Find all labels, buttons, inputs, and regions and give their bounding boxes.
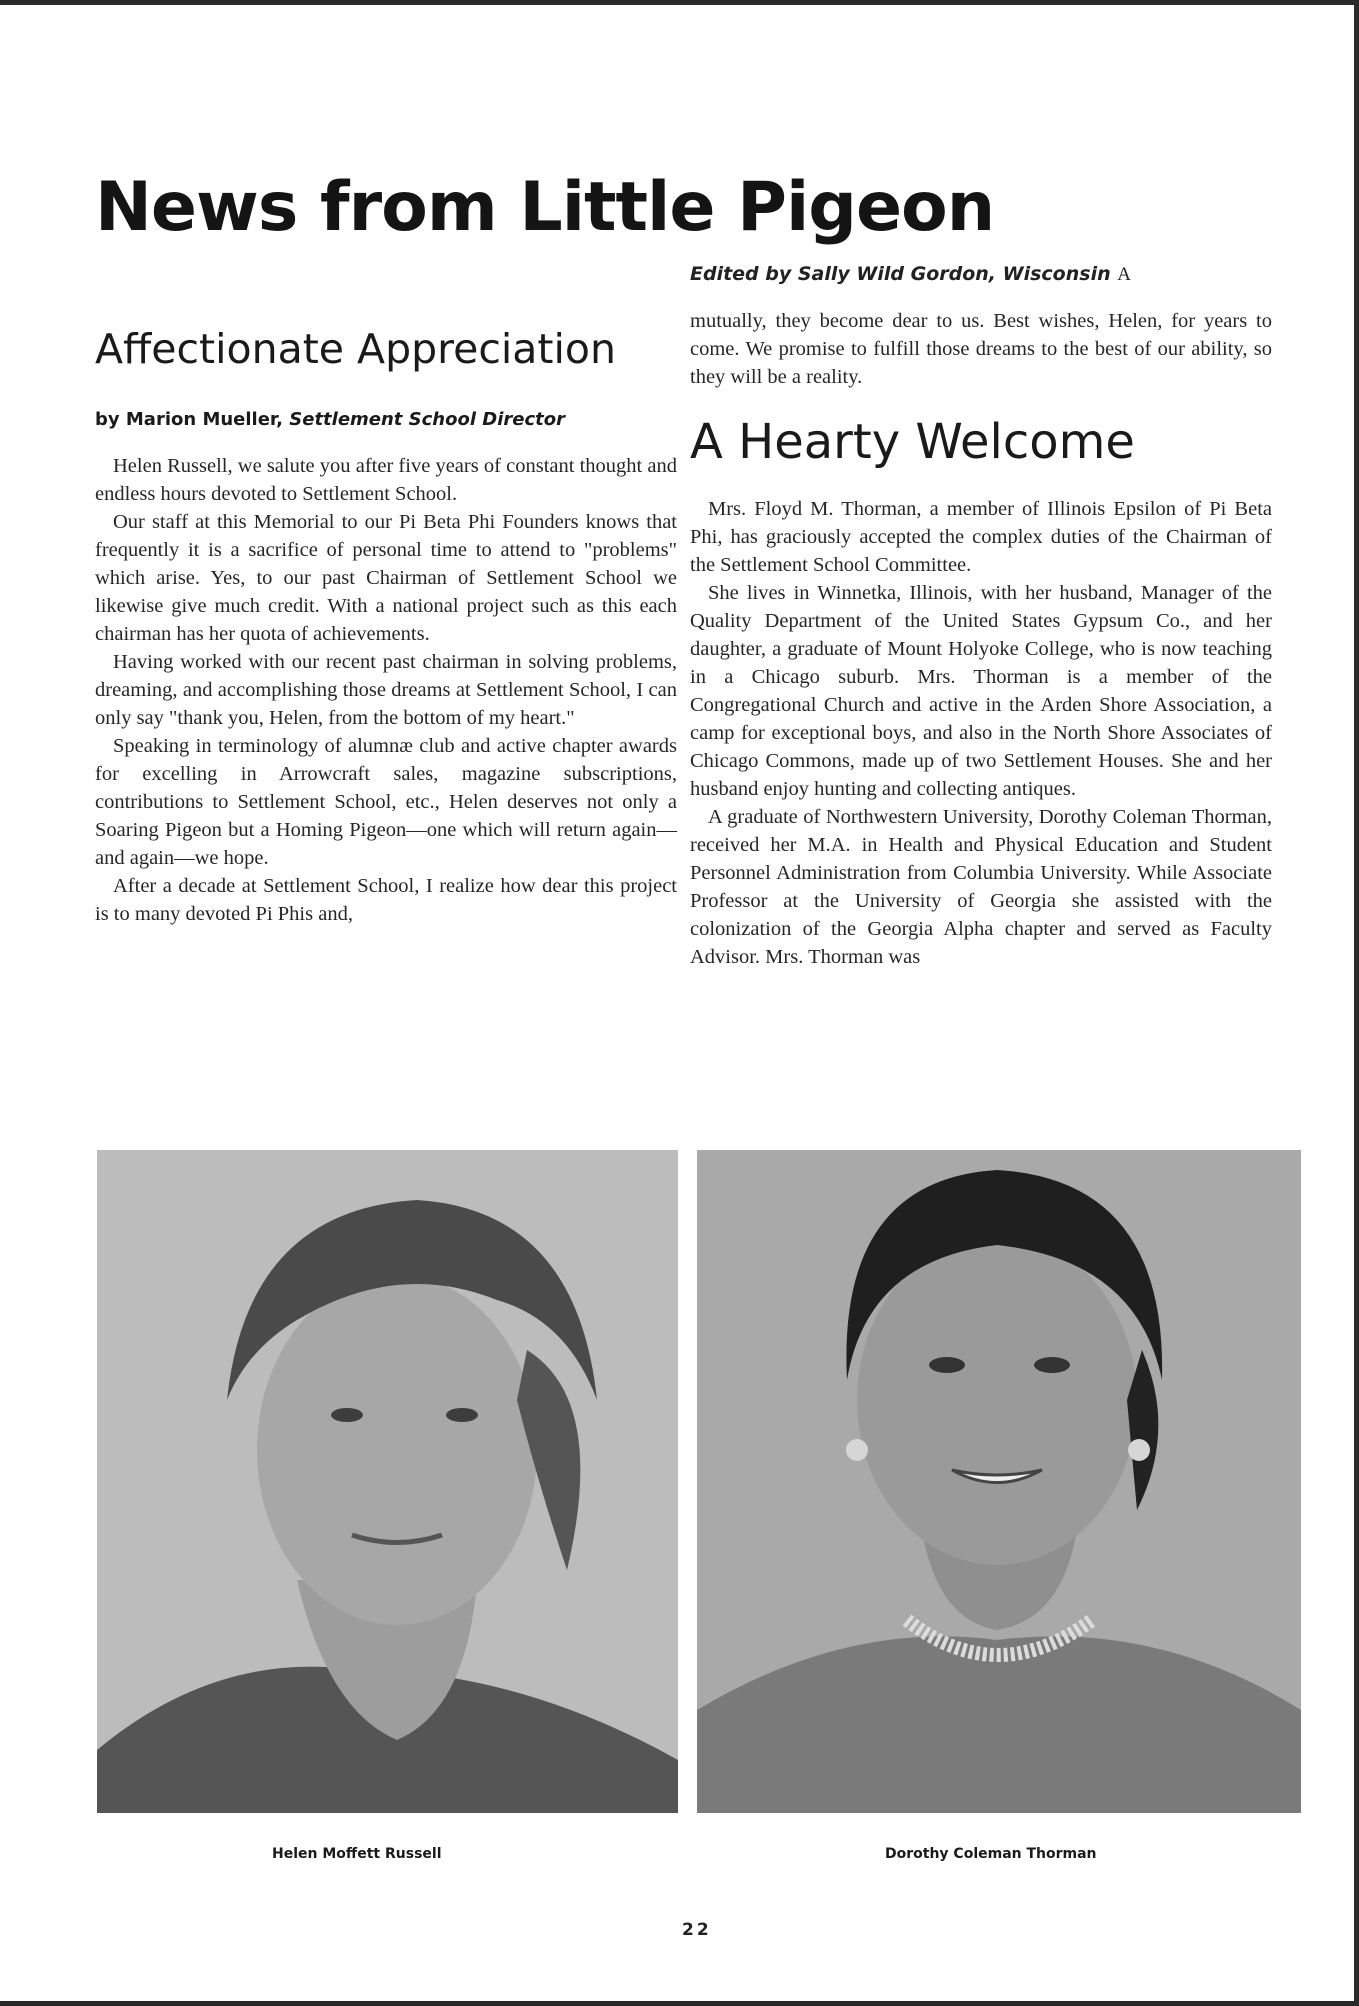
article2-title: A Hearty Welcome	[690, 414, 1135, 470]
article1-title: Affectionate Appreciation	[95, 325, 616, 373]
byline-author: by Marion Mueller,	[95, 409, 290, 430]
article1-paragraph: After a decade at Settlement School, I realize how dear this project is to many devoted Pi Phis and,	[95, 875, 677, 925]
right-border	[1354, 0, 1359, 2006]
bottom-border	[0, 2001, 1359, 2006]
page-title: News from Little Pigeon	[95, 168, 995, 247]
article1-continuation	[690, 307, 1272, 391]
article2-paragraph: She lives in Winnetka, Illinois, with her husband, Manager of the Quality Department of the United States Gypsum Co., and her daughter, a graduate of Mount Holyoke College, who is now teaching in a Chicago suburb. Mrs. Thorman is a member of the Congregational Church and active in the Arden Shore Association, a camp for exceptional boys, and also in the North Shore Associates of Chicago Commons, made up of two Settlement Houses. She and her husband enjoy hunting and collecting antiques.	[690, 582, 1272, 800]
editor-line	[690, 263, 1131, 286]
article2-paragraph: Mrs. Floyd M. Thorman, a member of Illinois Epsilon of Pi Beta Phi, has graciously accepted the complex duties of the Chairman of the Settlement School Committee.	[690, 498, 1272, 576]
portrait-helen-russell	[97, 1150, 678, 1813]
article1-paragraph: Speaking in terminology of alumnæ club and active chapter awards for excelling in Arrowcraft sales, magazine subscriptions, contributions to Settlement School, etc., Helen deserves not only a Soaring Pigeon but a Homing Pigeon—one which will return again—and again—we hope.	[95, 735, 677, 869]
caption-left: Helen Moffett Russell	[272, 1846, 442, 1862]
portrait-left-illustration	[97, 1150, 678, 1813]
byline-role: Settlement School Director	[289, 409, 566, 430]
article1-continuation-text: mutually, they become dear to us. Best wishes, Helen, for years to come. We promise to fulfill those dreams to the best of our ability, so they will be a reality.	[690, 310, 1272, 388]
portrait-right-illustration	[697, 1150, 1301, 1813]
article2-paragraph: A graduate of Northwestern University, Dorothy Coleman Thorman, received her M.A. in Health and Physical Education and Student Personnel Administration from Columbia University. While Associate Professor at the University of Georgia she assisted with the colonization of the Georgia Alpha chapter and served as Faculty Advisor. Mrs. Thorman was	[690, 806, 1272, 968]
editor-name: Edited by Sally Wild Gordon, Wisconsin	[690, 263, 1111, 285]
article2-body	[690, 495, 1272, 971]
page-number: 22	[682, 1920, 712, 1940]
caption-right: Dorothy Coleman Thorman	[885, 1846, 1097, 1862]
article1-paragraph: Our staff at this Memorial to our Pi Beta Phi Founders knows that frequently it is a sacrifice of personal time to attend to "problems" which arise. Yes, to our past Chairman of Settlement School we likewise give much credit. With a national project such as this each chairman has her quota of achievements.	[95, 511, 677, 645]
editor-chapter: A	[1117, 264, 1131, 285]
article1-paragraph: Having worked with our recent past chairman in solving problems, dreaming, and accomplishing those dreams at Settlement School, I can only say "thank you, Helen, from the bottom of my heart."	[95, 651, 677, 729]
portrait-dorothy-thorman	[697, 1150, 1301, 1813]
article1-paragraph: Helen Russell, we salute you after five years of constant thought and endless hours devoted to Settlement School.	[95, 455, 677, 505]
top-border	[0, 0, 1359, 5]
article1-body	[95, 452, 677, 928]
article1-byline	[95, 409, 565, 430]
